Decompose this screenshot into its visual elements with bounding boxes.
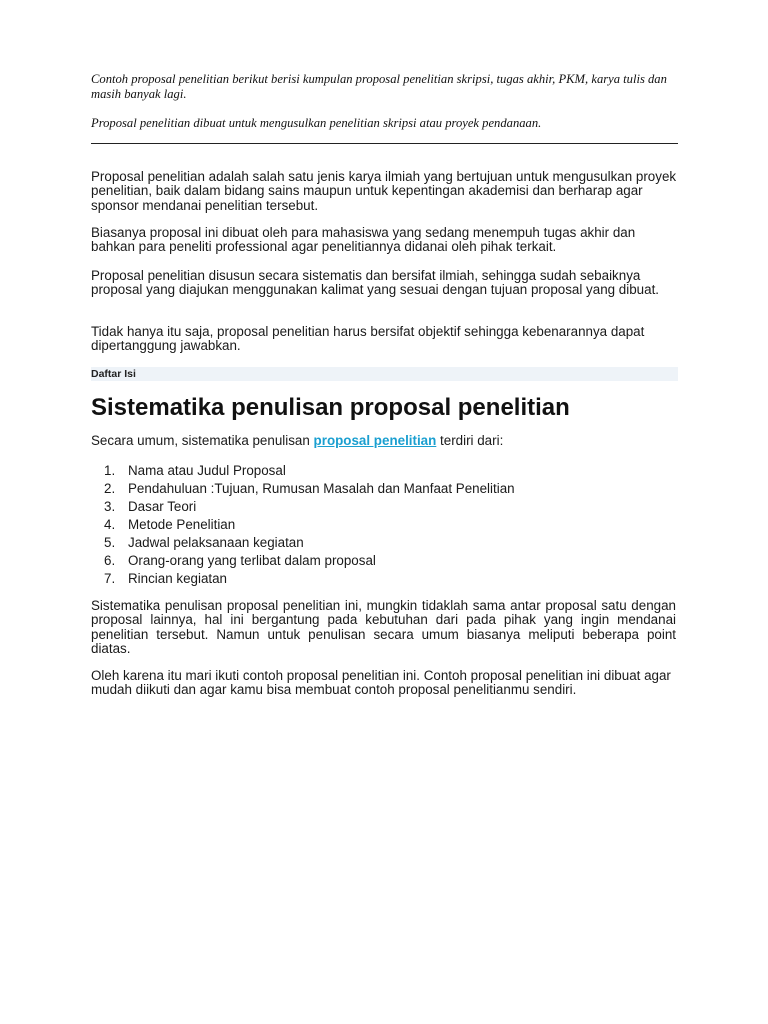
- list-item-text: Pendahuluan :Tujuan, Rumusan Masalah dan Manfaat Penelitian: [128, 481, 515, 496]
- list-number: 6.: [104, 553, 116, 568]
- paragraph-systematic: Proposal penelitian disusun secara sistematis dan bersifat ilmiah, sehingga sudah sebaiknya proposal yang diajukan menggunakan kalimat yang sesuai dengan tujuan proposal yang dibuat.: [91, 268, 660, 298]
- paragraph-variation: Sistematika penulisan proposal penelitian ini, mungkin tidaklah sama antar proposal satu dengan proposal lainnya, hal ini bergantung pada kebutuhan dari pada pihak yang ingin mendanai penelitian tersebut. Namun untuk penulisan secara umum biasanya meliputi beberapa point diatas.: [91, 598, 676, 657]
- proposal-penelitian-link[interactable]: proposal penelitian: [313, 433, 437, 448]
- list-number: 7.: [104, 571, 116, 586]
- systematics-list: [104, 462, 664, 588]
- list-number: 5.: [104, 535, 116, 550]
- section-intro: [91, 434, 681, 448]
- paragraph-conclusion: Oleh karena itu mari ikuti contoh proposal penelitian ini. Contoh proposal penelitian ini dibuat agar mudah diikuti dan agar kamu bisa membuat contoh proposal penelitianmu sendiri.: [91, 668, 671, 698]
- intro-italic-line-2: Proposal penelitian dibuat untuk mengusulkan penelitian skripsi atau proyek pendanaan.: [91, 116, 542, 130]
- list-item-text: Jadwal pelaksanaan kegiatan: [128, 535, 304, 550]
- list-item: [104, 516, 664, 534]
- list-item: [104, 552, 664, 570]
- list-number: 3.: [104, 499, 116, 514]
- paragraph-objective: Tidak hanya itu saja, proposal penelitian harus bersifat objektif sehingga kebenarannya dapat dipertanggung jawabkan.: [91, 324, 645, 354]
- list-number: 4.: [104, 517, 116, 532]
- section-intro-suffix: terdiri dari:: [436, 433, 504, 448]
- table-of-contents-toggle[interactable]: Daftar Isi: [91, 367, 678, 381]
- intro-italic-line-1: Contoh proposal penelitian berikut berisi kumpulan proposal penelitian skripsi, tugas akhir, PKM, karya tulis dan masih banyak lagi.: [91, 72, 667, 101]
- paragraph-authors: Biasanya proposal ini dibuat oleh para mahasiswa yang sedang menempuh tugas akhir dan bahkan para peneliti professional agar penelitiannya didanai oleh pihak terkait.: [91, 225, 636, 255]
- list-item-text: Dasar Teori: [128, 499, 197, 514]
- list-item-text: Rincian kegiatan: [128, 571, 228, 586]
- horizontal-divider: [91, 143, 678, 144]
- section-intro-text: Secara umum, sistematika penulisan: [91, 433, 314, 448]
- list-item: [104, 480, 664, 498]
- list-item: [104, 498, 664, 516]
- list-item: [104, 462, 664, 480]
- list-number: 2.: [104, 481, 116, 496]
- list-number: 1.: [104, 463, 116, 478]
- section-heading: Sistematika penulisan proposal penelitian: [91, 394, 570, 421]
- list-item-text: Metode Penelitian: [128, 517, 236, 532]
- list-item-text: Nama atau Judul Proposal: [128, 463, 286, 478]
- paragraph-definition: Proposal penelitian adalah salah satu jenis karya ilmiah yang bertujuan untuk mengusulkan proyek penelitian, baik dalam bidang sains maupun untuk kepentingan akademisi dan berharap agar sponsor mendanai penelitian tersebut.: [91, 169, 677, 213]
- list-item: [104, 534, 664, 552]
- list-item-text: Orang-orang yang terlibat dalam proposal: [128, 553, 376, 568]
- list-item: [104, 570, 664, 588]
